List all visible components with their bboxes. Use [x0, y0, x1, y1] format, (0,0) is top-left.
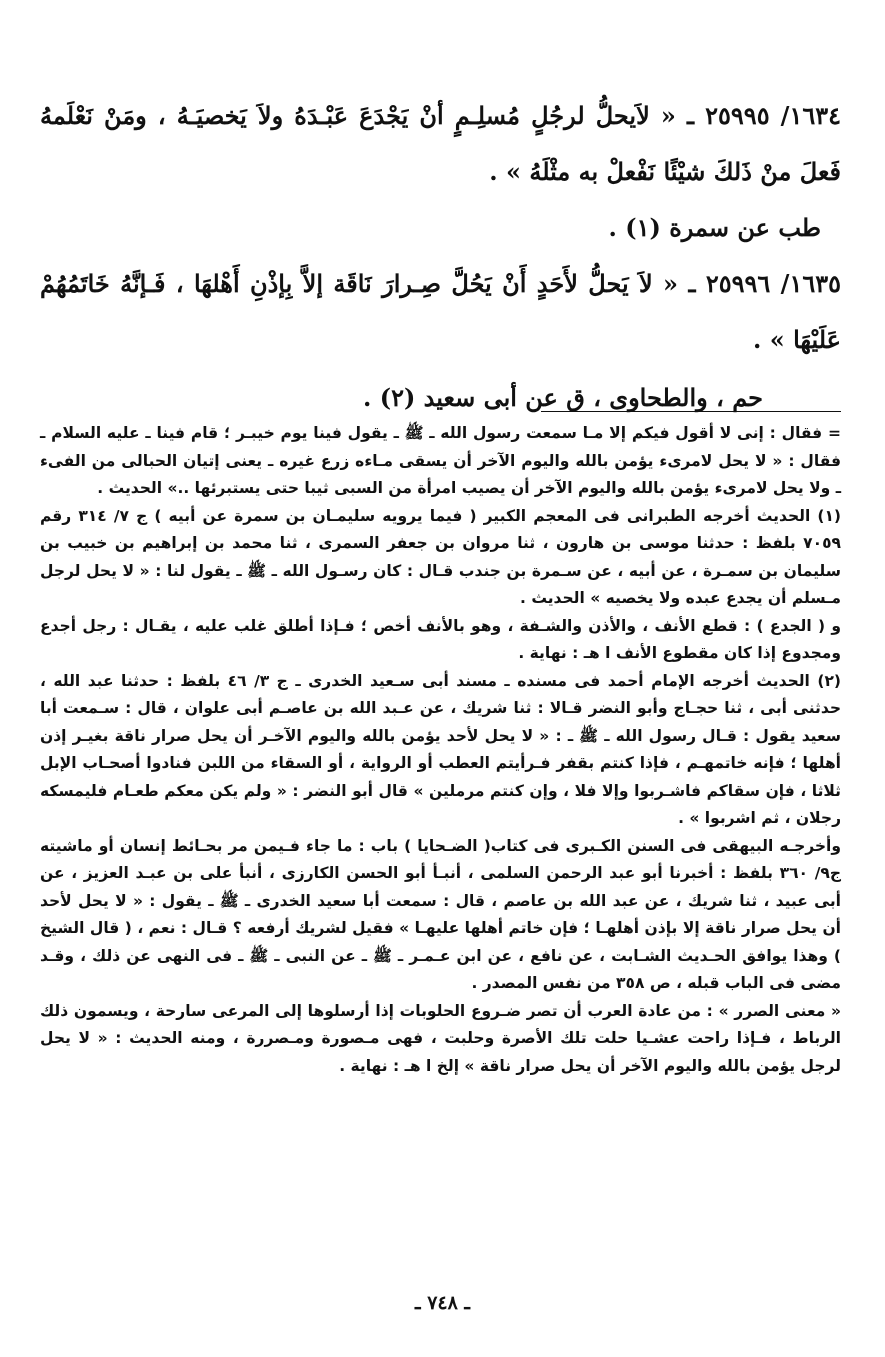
footnote-2-gloss: « معنى الصرر » : من عادة العرب أن تصر ضـروع الحلوبات إذا أرسلوها إلى المرعى سارحة ، ويسمون ذلك الرباط ، فـإذا راحت عشـيا حلت تلك الأصرة وحلبت ، فهى مـصورة ومـصررة ، ومنه الحديث : « لا يحل لرجل يؤمن بالله واليوم الآخر أن يحل صرار ناقة » إلخ ا هـ : نهاية . — [40, 1001, 841, 1075]
hadith-2-text: « لاَ يَحلُّ لأَحَدٍ أَنْ يَحُلَّ صِـرارَ نَاقَة إلاَّ بِإذْنِ أَهْلهَا ، فَـإنَّهُ خَاتَمُهُمْ عَلَيْهَا » . — [40, 269, 841, 354]
hadith-1-text: « لاَيحلُّ لرجُلٍ مُسلِـمٍ أنْ يَجْدَعَ عَبْـدَهُ ولاَ يَخصيَـهُ ، ومَنْ نَعْلَمهُ فَعلَ منْ ذَلكَ شيْئًا نَفْعلْ به مثْلَهُ » . — [40, 101, 841, 186]
footnote-1: (١) الحديث أخرجه الطبرانى فى المعجم الكبير ( فيما يرويه سليمـان بن سمرة عن أبيه ) ج ٧/ ٣١٤ رقم ٧٠٥٩ بلفظ : حدثنا موسى بن هارون ، ثنا مروان بن جعفر السمرى ، ثنا محمد بن إبراهيم بن خبيب بن سليمان بن سمـرة ، عن أبيه ، عن سـمرة بن جندب قـال : كان رسـول الله ـ ﷺ ـ يقول لنا : « لا يحل لرجل مـسلم أن يجدع عبده ولا يخصيه » الحديث . — [40, 506, 842, 607]
hadith-2 — [40, 256, 841, 368]
hadith-1 — [40, 88, 841, 200]
page-number: ـ ٧٤٨ ـ — [415, 1292, 470, 1314]
hadith-2-number: ١٦٣٥/ ٢٥٩٩٦ ـ — [688, 269, 841, 298]
footnote-2: (٢) الحديث أخرجه الإمام أحمد فى مسنده ـ مسند أبى سـعيد الخدرى ـ ج ٣/ ٤٦ بلفظ : حدثنا عبد الله ، حدثنى أبى ، ثنا حجـاج وأبو النضر قـالا : ثنا شريك ، عن عـبد الله بن عاصـم أبى علوان ، قال : سـمعت أبا سعيد يقول : قـال رسول الله ـ ﷺ ـ : « لا يحل لأحد يؤمن بالله واليوم الآخـر أن يحل صرار ناقة بغيـر إذن أهلها ؛ فإنه خاتمهـم ، فإذا كنتم بقفر فـرأيتم العطب أو الرواية ، أو السقاء من اللبن فنادوا أصحـاب الإبل ثلاثا ، فإن سقاكم فاشـربوا وإلا فلا ، وإن كنتم مرملين » قال أبو النضر : « ولم يكن معكم طعـام فليمسكه رجلان ، ثم اشربوا » . — [40, 671, 841, 827]
hadith-1-source: طب عن سمرة (١) . — [608, 213, 821, 242]
hadith-2-source: حم ، والطحاوى ، ق عن أبى سعيد (٢) . — [363, 383, 763, 412]
footnote-separator — [541, 411, 841, 412]
footnotes — [40, 420, 841, 1080]
footnote-1-gloss: و ( الجدع ) : قطع الأنف ، والأذن والشـفة ، وهو بالأنف أخص ؛ فـإذا أطلق غلب عليه ، يقـال : رجل أجدع ومجدوع إذا كان مقطوع الأنف ا هـ : نهاية . — [40, 616, 841, 662]
footnote-2-bayhaqi: وأخرجـه البيهقى فى السنن الكـبرى فى كتاب( الضـحايا ) باب : ما جاء فـيمن مر بحـائط إنسان أو ماشيته ج٩/ ٣٦٠ بلفظ : أخبرنا أبو عبد الرحمن السلمى ، أنبـأ أبو الحسن الكارزى ، أنبأ على بن عبـد العزيز ، عن أبى عبيد ، ثنا شريك ، عن عبد الله بن عاصم ، قال : سمعت أبا سعيد الخدرى ـ ﷺ ـ يقول : « لا يحل لأحد أن يحل صرار ناقة إلا بإذن أهلهـا ؛ فإن خاتم أهلها عليهـا » فقيل لشريك أرفعه ؟ قـال : نعم ، ( قال الشيخ ) وهذا يوافق الحـديث الشـابت ، عن نافع ، عن ابن عـمـر ـ ﷺ ـ عن النبى ـ ﷺ ـ فى النهى عن ذلك ، وقـد مضى فى الباب قبله ، ص ٣٥٨ من نفس المصدر . — [40, 836, 841, 992]
main-text — [40, 88, 841, 426]
footnote-continuation: = فقال : إنى لا أقول فيكم إلا مـا سمعت رسول الله ـ ﷺ ـ يقول فينا يوم خيبـر ؛ قام فينا ـ عليه السلام ـ فقال : « لا يحل لامرىء يؤمن بالله واليوم الآخر أن يسقى مـاءه زرع غيره ـ يعنى إتيان الحبالى من الفىء ـ ولا يحل لامرىء يؤمن بالله واليوم الآخر أن يصيب امرأة من السبى ثيبا حتى يستبرئها ..» الحديث . — [40, 424, 841, 497]
hadith-1-number: ١٦٣٤/ ٢٥٩٩٥ ـ — [686, 101, 842, 130]
